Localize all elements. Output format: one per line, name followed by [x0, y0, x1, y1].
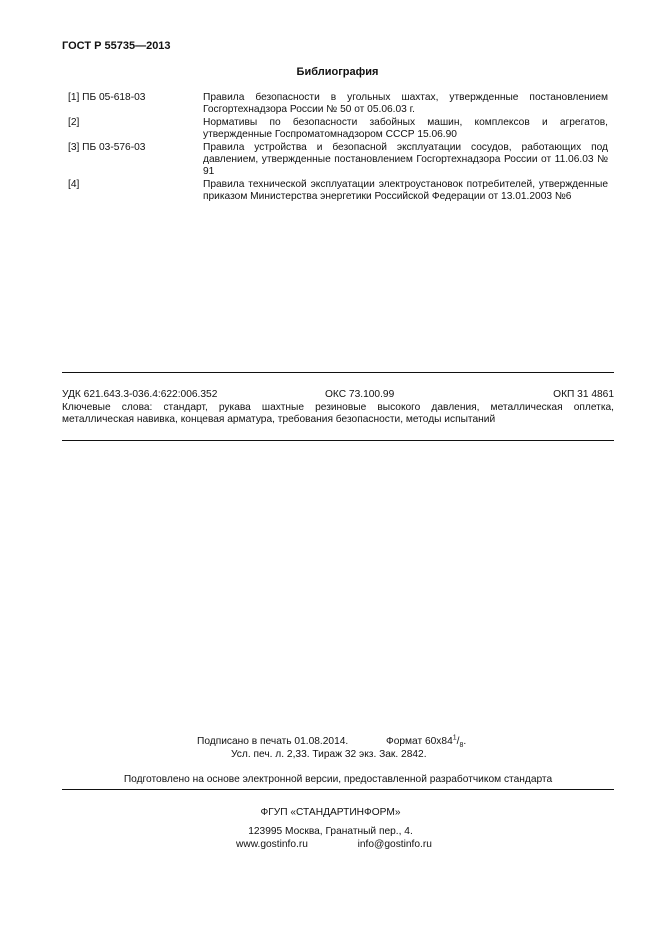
divider-top [62, 372, 614, 373]
keywords: Ключевые слова: стандарт, рукава шахтные резиновые высокого давления, металлическая оплетка, металлическая навивка, концевая арматура, требования безопасности, методы испытаний [62, 402, 614, 426]
bibliography-item [68, 117, 608, 142]
format-sup: 1 [452, 734, 457, 742]
prepared-note: Подготовлено на основе электронной версии, предоставленной разработчиком стандарта [123, 774, 553, 785]
bibliography-text: Нормативы по безопасности забойных машин, комплексов и агрегатов, утвержденные Госпроматомнадзором СССР 15.06.90 [203, 116, 608, 141]
bibliography-text: Правила безопасности в угольных шахтах, утвержденные постановлением Госгортехнадзора России № 50 от 05.06.03 г. [203, 92, 608, 116]
format-sub: 8 [459, 742, 464, 750]
publisher-address: 123995 Москва, Гранатный пер., 4. [248, 826, 413, 837]
bibliography-ref: [1] ПБ 05-618-03 [68, 92, 146, 103]
bibliography-item [68, 92, 608, 117]
format-end: . [463, 736, 467, 747]
page-header: ГОСТ Р 55735—2013 [62, 40, 171, 52]
format-label: Формат 60x84 [385, 736, 453, 747]
divider-imprint [62, 789, 614, 790]
udk-code: УДК 621.643.3-036.4:622:006.352 [62, 389, 218, 400]
print-info: Усл. печ. л. 2,33. Тираж 32 экз. Зак. 2842. [231, 749, 427, 760]
bibliography-ref: [2] [68, 116, 80, 128]
divider-bottom [62, 440, 614, 441]
oks-code: ОКС 73.100.99 [325, 389, 395, 400]
bibliography-text: Правила технической эксплуатации электроустановок потребителей, утвержденные приказом Министерства энергетики Российской Федерации от 13.01.2003 №6 [203, 178, 608, 203]
contacts-line [236, 839, 432, 851]
bibliography-text: Правила устройства и безопасной эксплуатации сосудов, работающих под давлением, утвержденные постановлением Госгортехнадзора России от 11.06.03 № 91 [203, 141, 608, 178]
website-link[interactable]: www.gostinfo.ru [236, 839, 308, 850]
okp-code: ОКП 31 4861 [553, 389, 614, 400]
bibliography-item [68, 179, 608, 204]
bibliography-title: Библиография [296, 66, 379, 78]
publisher: ФГУП «СТАНДАРТИНФОРМ» [260, 807, 401, 818]
bibliography-list [68, 92, 608, 204]
imprint-signed-line: Подписано в печать 01.08.2014. Формат $60x84^1/_8$. [197, 734, 467, 750]
bibliography-item [68, 142, 608, 179]
bibliography-ref: [3] ПБ 03-576-03 [68, 141, 146, 153]
email-link[interactable]: info@gostinfo.ru [357, 839, 432, 850]
signed-date: Подписано в печать 01.08.2014. [197, 736, 349, 747]
bibliography-ref: [4] [68, 178, 80, 190]
